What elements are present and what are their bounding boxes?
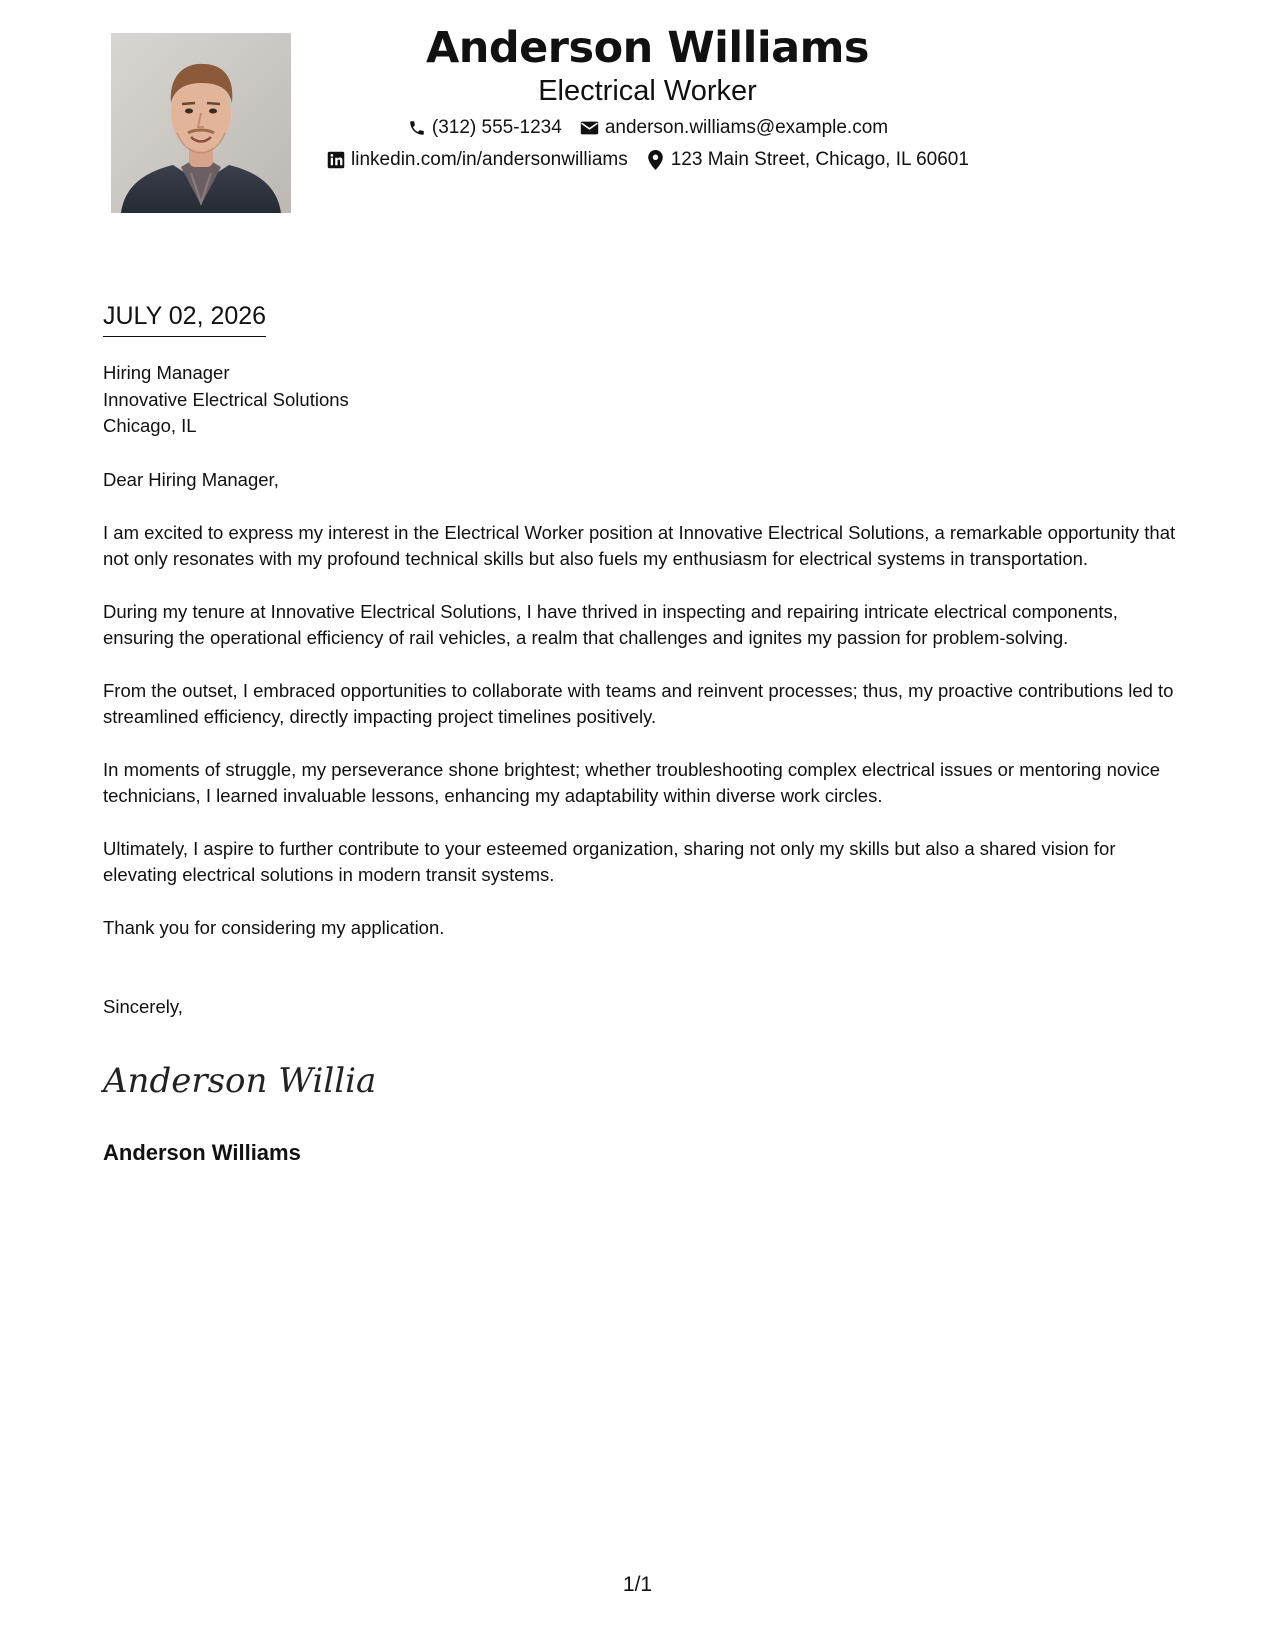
- body-paragraph: I am excited to express my interest in the Electrical Worker position at Innovative Electrical Solutions, a remarkable opportunity that not only resonates with my profound technical skills but also fuels my enthusiasm for electrical systems in transportation.: [103, 521, 1176, 569]
- job-title: Electrical Worker: [538, 75, 757, 107]
- profile-photo: [111, 33, 291, 213]
- linkedin-text: linkedin.com/in/andersonwilliams: [351, 149, 628, 170]
- address-text: 123 Main Street, Chicago, IL 60601: [670, 149, 969, 170]
- signature-image: [101, 1052, 381, 1108]
- linkedin-icon: [326, 150, 346, 170]
- body-paragraph: From the outset, I embraced opportunities to collaborate with teams and reinvent processes; thus, my proactive contributions led to streamlined efficiency, directly impacting project timelines positively.: [103, 679, 1174, 727]
- address-contact: [646, 148, 969, 172]
- letter-body: [103, 467, 1183, 967]
- map-marker-icon: [646, 150, 666, 170]
- signature-text: Anderson Willia: [103, 1061, 377, 1101]
- salutation: Dear Hiring Manager,: [103, 469, 279, 490]
- body-paragraph: Ultimately, I aspire to further contribute to your esteemed organization, sharing not only my skills but also a shared vision for elevating electrical solutions in modern transit systems.: [103, 837, 1116, 885]
- recipient-company: Innovative Electrical Solutions: [103, 388, 349, 410]
- closing: Sincerely,: [103, 996, 183, 1017]
- recipient-title: Hiring Manager: [103, 362, 230, 383]
- contact-row-secondary: [300, 148, 995, 172]
- signed-name: Anderson Williams: [103, 1140, 301, 1165]
- linkedin-contact[interactable]: [326, 148, 628, 172]
- recipient-block: [103, 360, 349, 440]
- phone-contact[interactable]: [407, 116, 562, 140]
- body-paragraph: In moments of struggle, my perseverance shone brightest; whether troubleshooting complex electrical issues or mentoring novice technicians, I learned invaluable lessons, enhancing my adaptability within diverse work circles.: [103, 758, 1161, 806]
- envelope-icon: [580, 118, 600, 138]
- body-paragraph: Thank you for considering my application.: [103, 916, 445, 938]
- recipient-location: Chicago, IL: [103, 415, 197, 436]
- email-text: anderson.williams@example.com: [604, 117, 889, 138]
- page-number: 1/1: [622, 1573, 653, 1596]
- applicant-name: Anderson Williams: [425, 23, 870, 73]
- letter-date: JULY 02, 2026: [103, 301, 266, 337]
- phone-icon: [407, 118, 427, 138]
- phone-text: (312) 555-1234: [431, 117, 562, 138]
- email-contact[interactable]: [580, 116, 888, 140]
- contact-row-primary: [300, 116, 995, 140]
- body-paragraph: During my tenure at Innovative Electrical Solutions, I have thrived in inspecting and repairing intricate electrical components, ensuring the operational efficiency of rail vehicles, a realm that challenges and ignites my passion for problem-solving.: [103, 600, 1118, 648]
- header: [300, 22, 995, 172]
